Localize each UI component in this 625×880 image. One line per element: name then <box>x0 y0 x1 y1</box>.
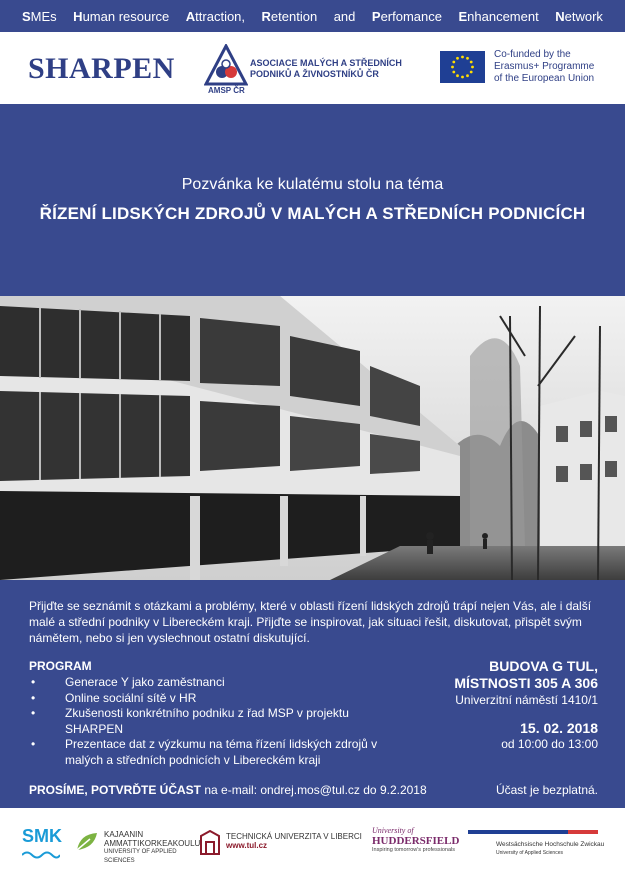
venue-address: Univerzitní náměstí 1410/1 <box>455 693 598 707</box>
kajaani-logo <box>74 826 201 866</box>
acronym-word <box>555 9 603 24</box>
tul-line2: www.tul.cz <box>226 841 268 850</box>
rsvp-email-text[interactable]: na e-mail: ondrej.mos@tul.cz do 9.2.2018 <box>201 783 427 797</box>
sharpen-logo: SHARPEN <box>28 52 175 85</box>
zwickau-logo <box>468 826 608 866</box>
title-banner <box>0 104 625 296</box>
acronym-rest: etention <box>270 8 318 24</box>
acronym-rest: uman resource <box>82 8 170 24</box>
smk-text: SMK <box>22 826 62 846</box>
smk-wave-icon <box>22 850 60 860</box>
acronym-word <box>73 9 169 24</box>
tul-logo <box>200 826 365 866</box>
program-item: • Online sociální sítě v HR <box>31 690 197 705</box>
venue-rooms: MÍSTNOSTI 305 A 306 <box>454 675 598 691</box>
kajaani-line2: AMMATTIKORKEAKOULU <box>104 839 201 848</box>
eu-flag-icon <box>440 51 485 83</box>
acronym-initial: R <box>261 8 271 24</box>
program-heading: PROGRAM <box>29 659 92 673</box>
zwickau-bar-icon <box>468 826 598 838</box>
smk-logo <box>22 826 62 866</box>
acronym-rest: ttraction, <box>195 8 246 24</box>
acronym-rest: etwork <box>564 8 603 24</box>
acronym-word <box>186 9 245 24</box>
kajaani-leaf-icon <box>74 830 100 856</box>
rsvp-label: PROSÍME, POTVRĎTE ÚČAST <box>29 783 202 797</box>
erasmus-logo <box>440 49 610 89</box>
zwickau-line1: Westsächsische Hochschule Zwickau <box>496 841 605 848</box>
event-time: od 10:00 do 13:00 <box>501 737 598 751</box>
acronym-word <box>334 9 356 24</box>
free-admission: Účast je bezplatná. <box>495 783 598 797</box>
acronym-initial: S <box>22 8 31 24</box>
acronym-initial: N <box>555 8 565 24</box>
event-info-section <box>0 580 625 808</box>
program-item: • Zkušenosti konkrétního podniku z řad MSP v projektu SHARPEN <box>31 706 349 736</box>
building-photo <box>0 296 625 580</box>
acronym-initial: A <box>185 8 196 24</box>
acronym-rest: erfomance <box>380 8 442 24</box>
program-item-text: Prezentace dat z výzkumu na téma řízení lidských zdrojů v malých a středních podnicích v Libereckém kraji <box>65 737 378 767</box>
amsp-triangle-icon <box>204 44 248 88</box>
amsp-name-line2: PODNIKŮ A ŽIVNOSTNÍKŮ ČR <box>250 69 379 79</box>
hud-line2: HUDDERSFIELD <box>372 835 460 847</box>
amsp-abbreviation: AMSP ČR <box>208 86 245 95</box>
venue-block <box>398 658 598 752</box>
acronym-rest: nhancement <box>467 8 539 24</box>
program-list <box>29 675 389 768</box>
logo-strip <box>0 32 625 104</box>
program-item: • Generace Y jako zaměstnanci <box>31 675 225 689</box>
tul-shield-icon <box>200 830 220 856</box>
hud-line1: University of <box>372 826 414 835</box>
eu-text-line2: Erasmus+ Programme <box>494 61 595 72</box>
acronym-word <box>458 9 538 24</box>
rsvp-line <box>29 783 427 797</box>
venue-building: BUDOVA G TUL, <box>489 658 598 674</box>
event-date: 15. 02. 2018 <box>520 720 598 736</box>
acronym-rest: MEs <box>30 8 57 24</box>
acronym-word <box>372 9 442 24</box>
intro-text: Přijďte se seznámit s otázkami a problémy, které v oblasti řízení lidských zdrojů trápí nejen Vás, ale i další malé a střední podniky v Libereckém kraji. Přijďte se inspirovat, jak situaci řešit, diskutovat, přispět svým námětem, nebo si jen vyslechnout ostatní diskutující. <box>29 599 592 645</box>
amsp-name-line1: ASOCIACE MALÝCH A STŘEDNÍCH <box>250 58 402 68</box>
program-item-text: Zkušenosti konkrétního podniku z řad MSP v projektu SHARPEN <box>65 706 349 736</box>
acronym-initial: E <box>458 8 468 24</box>
kajaani-line3: UNIVERSITY OF APPLIED SCIENCES <box>104 849 177 864</box>
eu-text-line1: Co-funded by the <box>494 49 571 60</box>
invitation-subtitle: Pozvánka ke kulatému stolu na téma <box>181 176 444 193</box>
acronym-word <box>262 9 318 24</box>
event-title: ŘÍZENÍ LIDSKÝCH ZDROJŮ V MALÝCH A STŘEDNÍCH PODNICÍCH <box>39 204 586 223</box>
program-item: • Prezentace dat z výzkumu na téma řízení lidských zdrojů v malých a středních podnicích v Libereckém kraji <box>31 737 378 767</box>
program-item-text: Online sociální sítě v HR <box>65 690 197 705</box>
kajaani-line1: KAJAANIN <box>104 830 144 839</box>
tul-line1: TECHNICKÁ UNIVERZITA V LIBERCI <box>226 832 362 841</box>
program-item-text: Generace Y jako zaměstnanci <box>65 675 225 689</box>
partner-logos <box>0 808 625 880</box>
hud-line3: Inspiring tomorrow's professionals <box>372 847 455 853</box>
acronym-word <box>22 9 57 24</box>
acronym-initial: P <box>371 8 381 24</box>
acronym-initial: H <box>73 8 83 24</box>
huddersfield-logo <box>372 826 462 866</box>
top-acronym-bar <box>0 0 625 32</box>
amsp-logo <box>204 44 419 96</box>
zwickau-line2: University of Applied Sciences <box>496 850 563 856</box>
acronym-rest: and <box>333 8 356 24</box>
eu-text-line3: of the European Union <box>494 73 595 84</box>
